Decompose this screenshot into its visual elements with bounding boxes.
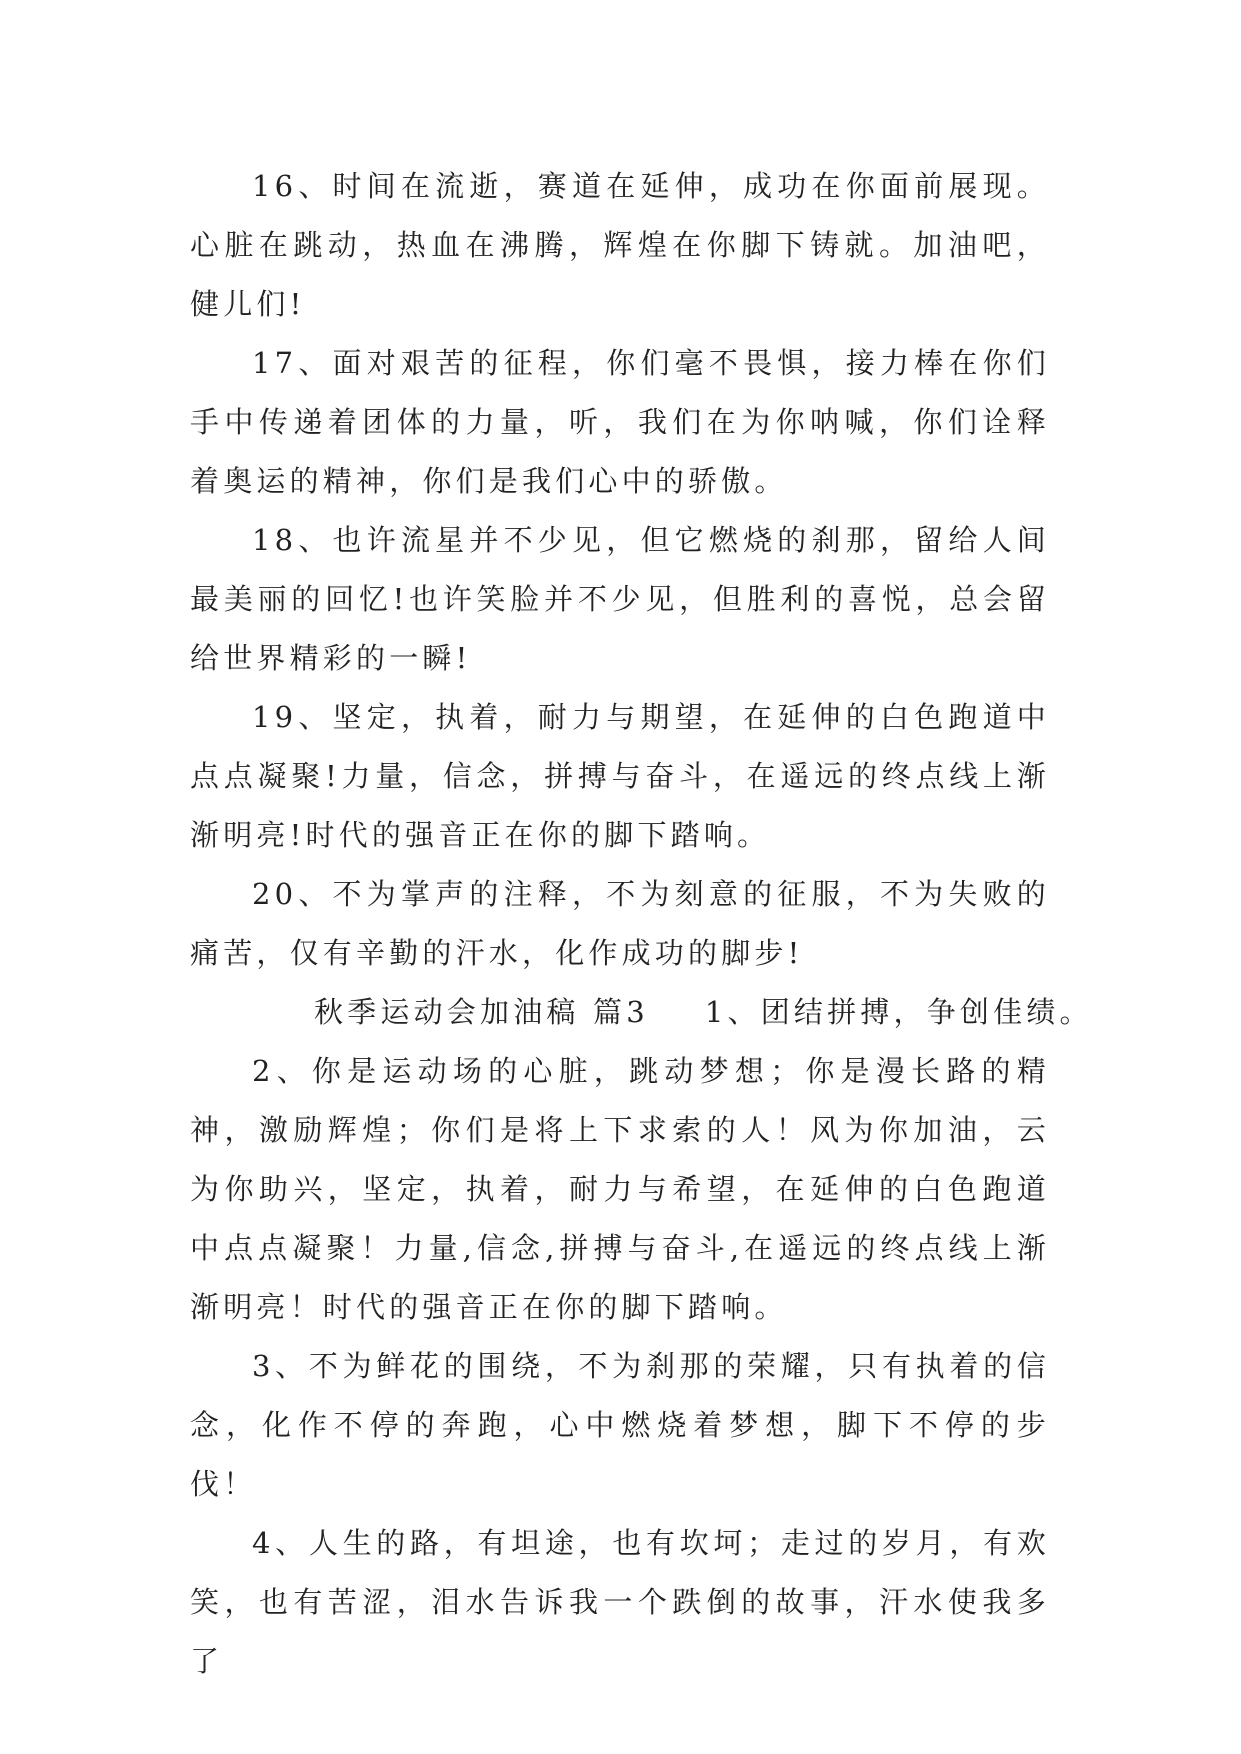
paragraph-18: 18、也许流星并不少见，但它燃烧的刹那，留给人间最美丽的回忆!也许笑脸并不少见，但胜利的喜悦，总会留给世界精彩的一瞬! — [190, 523, 1050, 675]
paragraph-16: 16、时间在流逝，赛道在延伸，成功在你面前展现。心脏在跳动，热血在沸腾，辉煌在你脚下铸就。加油吧，健儿们! — [190, 169, 1050, 321]
paragraph-section3-3: 3、不为鲜花的围绕，不为刹那的荣耀，只有执着的信念，化作不停的奔跑，心中燃烧着梦想，脚下不停的步伐！ — [190, 1349, 1050, 1501]
paragraph-17: 17、面对艰苦的征程，你们毫不畏惧，接力棒在你们手中传递着团体的力量，听，我们在为你呐喊，你们诠释着奥运的精神，你们是我们心中的骄傲。 — [190, 346, 1050, 498]
paragraph-section3-2: 2、你是运动场的心脏，跳动梦想；你是漫长路的精神，激励辉煌；你们是将上下求索的人！风为你加油，云为你助兴，坚定，执着，耐力与希望，在延伸的白色跑道中点点凝聚！力量,信念,拼搏与奋斗,在遥远的终点线上渐渐明亮！时代的强音正在你的脚下踏响。 — [190, 1054, 1050, 1324]
paragraph-20: 20、不为掌声的注释，不为刻意的征服，不为失败的痛苦，仅有辛勤的汗水，化作成功的脚步! — [190, 877, 1050, 970]
paragraph-section3-4: 4、人生的路，有坦途，也有坎坷；走过的岁月，有欢笑，也有苦涩，泪水告诉我一个跌倒的故事，汗水使我多了 — [190, 1526, 1050, 1678]
section-title: 秋季运动会加油稿 篇3 — [314, 995, 649, 1029]
document-body — [190, 157, 1093, 1691]
section-heading-line — [190, 983, 1093, 1042]
section-first-item: 1、团结拼搏，争创佳绩。 — [704, 995, 1093, 1029]
paragraph-19: 19、坚定，执着，耐力与期望，在延伸的白色跑道中点点凝聚!力量，信念，拼搏与奋斗，在遥远的终点线上渐渐明亮!时代的强音正在你的脚下踏响。 — [190, 700, 1050, 852]
